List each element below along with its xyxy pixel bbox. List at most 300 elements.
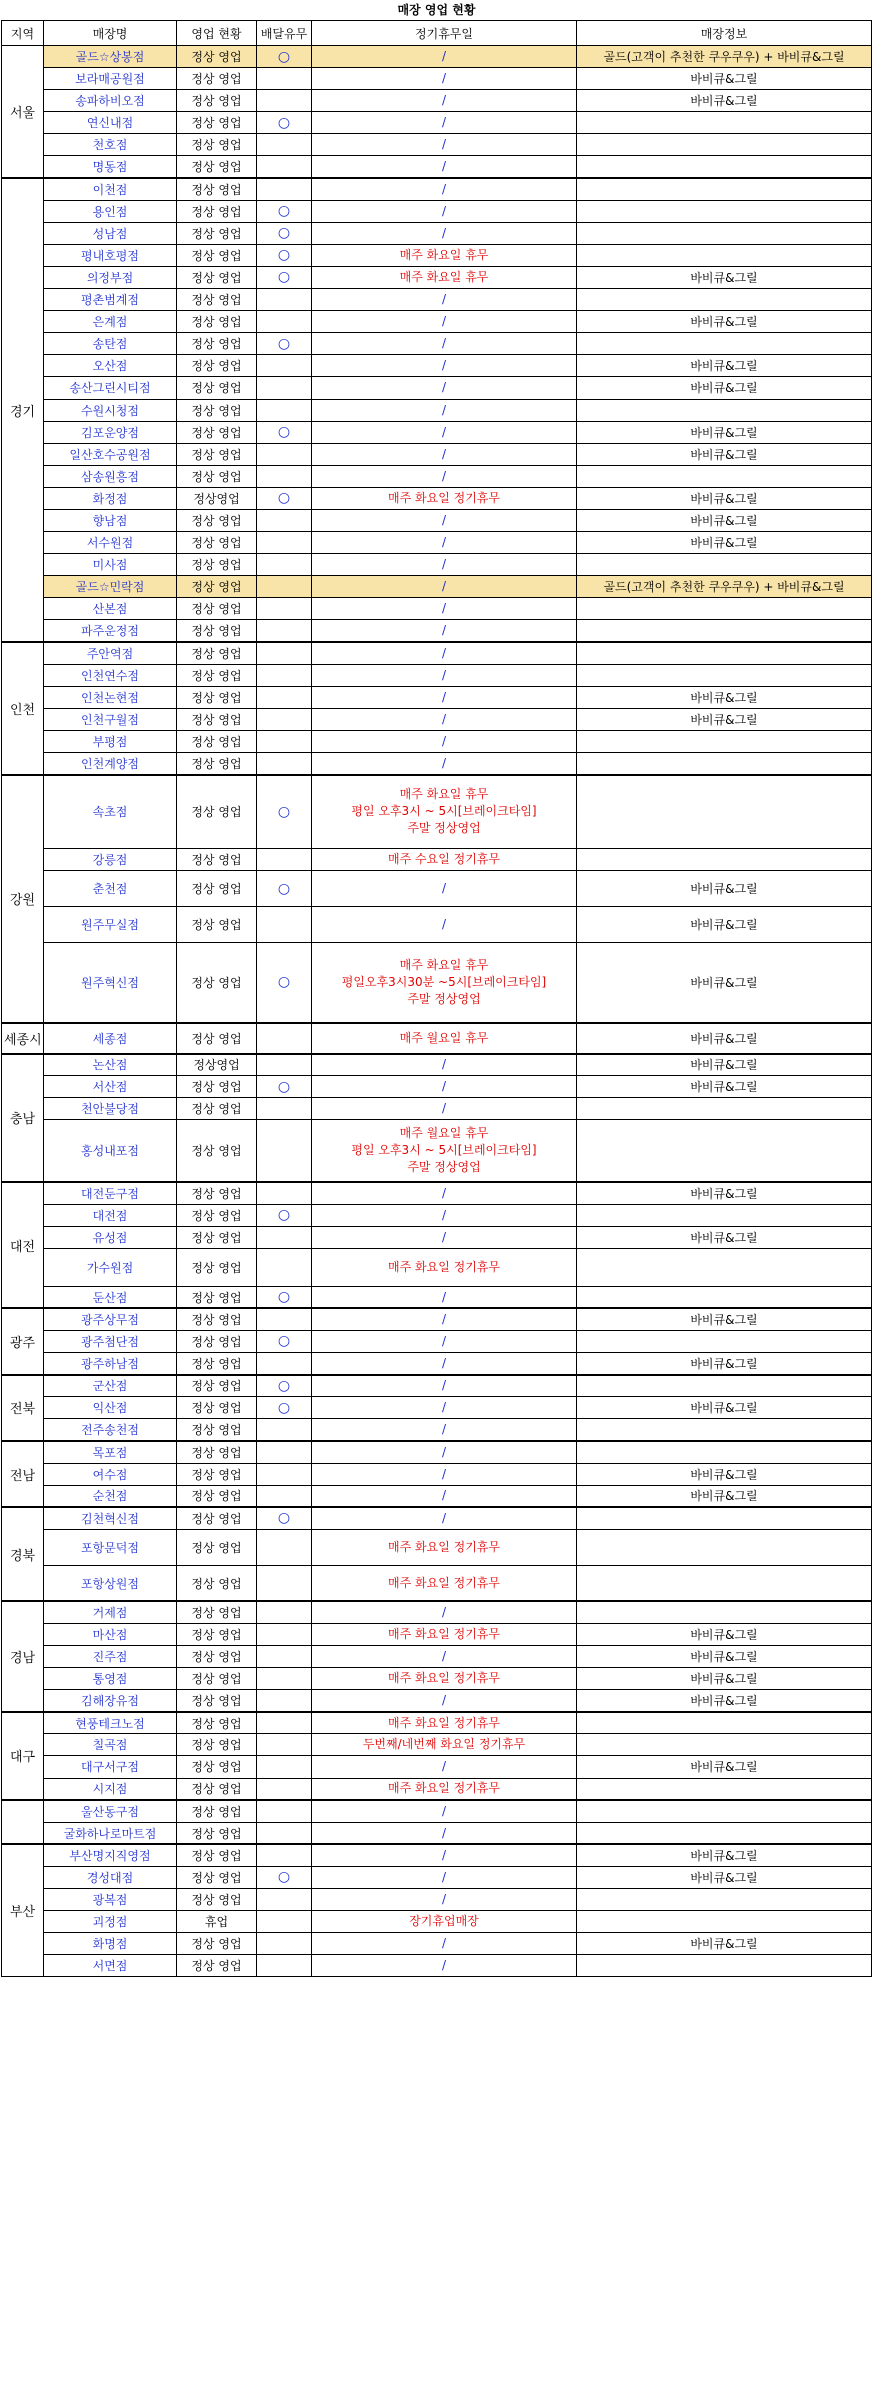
status-cell: 정상 영업: [177, 244, 257, 266]
holiday-cell: /: [312, 1204, 577, 1226]
store-name-cell: 향남점: [44, 509, 177, 531]
delivery-cell: [257, 1182, 312, 1204]
store-info-cell: 골드(고객이 추천한 쿠우쿠우) + 바비큐&그릴: [577, 576, 872, 598]
table-row: [2, 1419, 872, 1441]
status-cell: 정상 영업: [177, 849, 257, 871]
delivery-cell: [257, 1955, 312, 1977]
status-cell: 정상 영업: [177, 1507, 257, 1529]
holiday-cell: 매주 수요일 정기휴무: [312, 849, 577, 871]
holiday-cell: /: [312, 465, 577, 487]
status-cell: 정상 영업: [177, 1182, 257, 1204]
table-row: [2, 1076, 872, 1098]
holiday-cell: 매주 화요일 정기휴무: [312, 1565, 577, 1601]
table-row: [2, 222, 872, 244]
store-name-cell: 일산호수공원점: [44, 443, 177, 465]
status-cell: 정상 영업: [177, 1286, 257, 1308]
holiday-cell: /: [312, 554, 577, 576]
store-info-cell: 바비큐&그릴: [577, 1690, 872, 1712]
holiday-cell: /: [312, 708, 577, 730]
status-cell: 정상 영업: [177, 532, 257, 554]
table-row: [2, 1712, 872, 1734]
delivery-cell: [257, 399, 312, 421]
store-name-cell: 인천연수점: [44, 664, 177, 686]
status-cell: 정상 영업: [177, 1485, 257, 1507]
holiday-cell: /: [312, 686, 577, 708]
store-name-cell: 연신내점: [44, 112, 177, 134]
store-info-cell: 바비큐&그릴: [577, 1076, 872, 1098]
holiday-cell: /: [312, 46, 577, 68]
delivery-cell: [257, 134, 312, 156]
table-row: [2, 1226, 872, 1248]
status-cell: 정상 영업: [177, 730, 257, 752]
store-name-cell: 진주점: [44, 1645, 177, 1667]
status-cell: 정상 영업: [177, 554, 257, 576]
delivery-cell: [257, 156, 312, 178]
holiday-cell: /: [312, 1933, 577, 1955]
holiday-cell: 매주 화요일 휴무 평일오후3시30분 ~5시[브레이크타임] 주말 정상영업: [312, 943, 577, 1023]
delivery-cell: [257, 730, 312, 752]
store-name-cell: 수원시청점: [44, 399, 177, 421]
store-info-cell: [577, 1248, 872, 1286]
table-row: [2, 907, 872, 943]
status-cell: 정상 영업: [177, 200, 257, 222]
holiday-cell: /: [312, 532, 577, 554]
status-cell: 정상 영업: [177, 1375, 257, 1397]
status-cell: 정상 영업: [177, 178, 257, 200]
holiday-cell: /: [312, 1844, 577, 1866]
holiday-cell: /: [312, 509, 577, 531]
store-name-cell: 여수점: [44, 1463, 177, 1485]
table-row: [2, 311, 872, 333]
holiday-cell: /: [312, 1330, 577, 1352]
table-row: [2, 1565, 872, 1601]
store-info-cell: [577, 1419, 872, 1441]
store-info-cell: 바비큐&그릴: [577, 355, 872, 377]
store-info-cell: 바비큐&그릴: [577, 1866, 872, 1888]
status-cell: 정상 영업: [177, 1800, 257, 1822]
status-cell: 정상 영업: [177, 1756, 257, 1778]
region-cell: 세종시: [2, 1023, 44, 1054]
holiday-cell: /: [312, 134, 577, 156]
status-cell: 정상 영업: [177, 1565, 257, 1601]
store-info-cell: [577, 1889, 872, 1911]
header-store-name: 매장명: [44, 21, 177, 46]
holiday-cell: /: [312, 1441, 577, 1463]
store-name-cell: 속초점: [44, 775, 177, 849]
table-row: [2, 1756, 872, 1778]
delivery-cell: [257, 1120, 312, 1182]
table-row: [2, 487, 872, 509]
store-name-cell: 인천논현점: [44, 686, 177, 708]
holiday-cell: /: [312, 664, 577, 686]
store-info-cell: [577, 642, 872, 664]
delivery-cell: [257, 1822, 312, 1844]
table-row: [2, 200, 872, 222]
status-cell: 정상 영업: [177, 421, 257, 443]
delivery-cell: [257, 576, 312, 598]
store-info-cell: [577, 1507, 872, 1529]
table-row: [2, 554, 872, 576]
table-row: [2, 178, 872, 200]
holiday-cell: /: [312, 178, 577, 200]
holiday-cell: /: [312, 1866, 577, 1888]
table-row: [2, 1844, 872, 1866]
store-info-cell: 바비큐&그릴: [577, 1485, 872, 1507]
status-cell: 정상 영업: [177, 68, 257, 90]
holiday-cell: /: [312, 1419, 577, 1441]
holiday-cell: /: [312, 1098, 577, 1120]
holiday-cell: 매주 월요일 휴무: [312, 1023, 577, 1054]
header-region: 지역: [2, 21, 44, 46]
status-cell: 정상 영업: [177, 1248, 257, 1286]
table-row: [2, 1463, 872, 1485]
delivery-cell: [257, 1844, 312, 1866]
store-rows: [2, 46, 872, 1977]
holiday-cell: /: [312, 1226, 577, 1248]
status-cell: 정상 영업: [177, 1120, 257, 1182]
table-row: [2, 1955, 872, 1977]
header-holiday: 정기휴무일: [312, 21, 577, 46]
status-cell: 정상 영업: [177, 1076, 257, 1098]
store-info-cell: [577, 333, 872, 355]
status-cell: 정상 영업: [177, 1933, 257, 1955]
holiday-cell: /: [312, 1800, 577, 1822]
table-row: [2, 943, 872, 1023]
delivery-cell: [257, 1419, 312, 1441]
store-name-cell: 천안불당점: [44, 1098, 177, 1120]
store-info-cell: 바비큐&그릴: [577, 1308, 872, 1330]
table-row: [2, 1734, 872, 1756]
store-name-cell: 미사점: [44, 554, 177, 576]
store-info-cell: 바비큐&그릴: [577, 907, 872, 943]
delivery-cell: [257, 355, 312, 377]
delivery-cell: ○: [257, 1076, 312, 1098]
store-info-cell: 바비큐&그릴: [577, 266, 872, 288]
status-cell: 정상 영업: [177, 1204, 257, 1226]
delivery-cell: ○: [257, 1397, 312, 1419]
store-info-cell: 바비큐&그릴: [577, 1182, 872, 1204]
status-cell: 정상 영업: [177, 598, 257, 620]
page-title: 매장 영업 현황: [397, 3, 476, 17]
table-row: [2, 1623, 872, 1645]
holiday-cell: /: [312, 399, 577, 421]
delivery-cell: [257, 1911, 312, 1933]
table-row: [2, 753, 872, 775]
delivery-cell: [257, 1485, 312, 1507]
delivery-cell: [257, 377, 312, 399]
table-row: [2, 1397, 872, 1419]
store-info-cell: [577, 289, 872, 311]
store-name-cell: 통영점: [44, 1668, 177, 1690]
status-cell: 정상 영업: [177, 686, 257, 708]
region-cell: 경북: [2, 1507, 44, 1601]
holiday-cell: /: [312, 1054, 577, 1076]
status-cell: 정상 영업: [177, 156, 257, 178]
table-row: [2, 1204, 872, 1226]
status-cell: 정상 영업: [177, 708, 257, 730]
holiday-cell: /: [312, 1955, 577, 1977]
store-name-cell: 보라매공원점: [44, 68, 177, 90]
status-cell: 정상 영업: [177, 1463, 257, 1485]
holiday-cell: /: [312, 1889, 577, 1911]
store-name-cell: 평촌범계점: [44, 289, 177, 311]
status-cell: 정상 영업: [177, 509, 257, 531]
holiday-cell: /: [312, 333, 577, 355]
store-info-cell: [577, 730, 872, 752]
store-info-cell: [577, 399, 872, 421]
status-cell: 정상 영업: [177, 333, 257, 355]
store-info-cell: 바비큐&그릴: [577, 1933, 872, 1955]
delivery-cell: ○: [257, 775, 312, 849]
store-name-cell: 광주상무점: [44, 1308, 177, 1330]
status-cell: 정상 영업: [177, 907, 257, 943]
region-cell: 서울: [2, 46, 44, 179]
delivery-cell: [257, 664, 312, 686]
delivery-cell: [257, 907, 312, 943]
holiday-cell: /: [312, 90, 577, 112]
store-name-cell: 전주송천점: [44, 1419, 177, 1441]
table-row: [2, 1286, 872, 1308]
store-info-cell: 바비큐&그릴: [577, 90, 872, 112]
store-name-cell: 유성점: [44, 1226, 177, 1248]
table-row: [2, 1054, 872, 1076]
delivery-cell: ○: [257, 1866, 312, 1888]
store-info-cell: [577, 1778, 872, 1800]
store-name-cell: 원주무실점: [44, 907, 177, 943]
holiday-cell: /: [312, 1463, 577, 1485]
status-cell: 정상영업: [177, 1054, 257, 1076]
holiday-cell: 매주 화요일 휴무: [312, 244, 577, 266]
table-row: [2, 775, 872, 849]
store-name-cell: 명동점: [44, 156, 177, 178]
store-name-cell: 칠곡점: [44, 1734, 177, 1756]
status-cell: 정상 영업: [177, 871, 257, 907]
delivery-cell: [257, 1712, 312, 1734]
delivery-cell: [257, 1734, 312, 1756]
status-cell: 정상 영업: [177, 90, 257, 112]
holiday-cell: 매주 화요일 정기휴무: [312, 1248, 577, 1286]
store-name-cell: 울산동구점: [44, 1800, 177, 1822]
delivery-cell: [257, 1023, 312, 1054]
holiday-cell: /: [312, 1286, 577, 1308]
store-name-cell: 괴정점: [44, 1911, 177, 1933]
delivery-cell: [257, 1623, 312, 1645]
status-cell: 정상 영업: [177, 443, 257, 465]
table-row: [2, 1330, 872, 1352]
table-row: [2, 1441, 872, 1463]
delivery-cell: [257, 1645, 312, 1667]
store-info-cell: [577, 554, 872, 576]
table-row: [2, 509, 872, 531]
delivery-cell: [257, 532, 312, 554]
status-cell: 정상 영업: [177, 112, 257, 134]
store-name-cell: 평내호평점: [44, 244, 177, 266]
store-info-cell: [577, 1734, 872, 1756]
store-info-cell: 바비큐&그릴: [577, 1756, 872, 1778]
status-cell: 정상 영업: [177, 1226, 257, 1248]
store-info-cell: 바비큐&그릴: [577, 1054, 872, 1076]
store-info-cell: [577, 1800, 872, 1822]
store-name-cell: 용인점: [44, 200, 177, 222]
region-cell: 대구: [2, 1712, 44, 1800]
store-name-cell: 화정점: [44, 487, 177, 509]
status-cell: 정상 영업: [177, 943, 257, 1023]
delivery-cell: [257, 554, 312, 576]
delivery-cell: [257, 1098, 312, 1120]
store-info-cell: [577, 598, 872, 620]
store-info-cell: [577, 620, 872, 642]
table-row: [2, 1690, 872, 1712]
table-row: [2, 1529, 872, 1565]
store-name-cell: 산본점: [44, 598, 177, 620]
holiday-cell: /: [312, 355, 577, 377]
region-cell: 광주: [2, 1308, 44, 1374]
table-row: [2, 1822, 872, 1844]
delivery-cell: [257, 1778, 312, 1800]
delivery-cell: ○: [257, 943, 312, 1023]
header-status: 영업 현황: [177, 21, 257, 46]
store-name-cell: 김해장유점: [44, 1690, 177, 1712]
status-cell: 정상 영업: [177, 1712, 257, 1734]
header-row: [2, 21, 872, 46]
region-cell: 경기: [2, 178, 44, 642]
table-row: [2, 849, 872, 871]
holiday-cell: /: [312, 200, 577, 222]
store-info-cell: 바비큐&그릴: [577, 1226, 872, 1248]
holiday-cell: /: [312, 1397, 577, 1419]
store-info-cell: 바비큐&그릴: [577, 1353, 872, 1375]
region-cell: 전북: [2, 1375, 44, 1441]
table-row: [2, 134, 872, 156]
table-row: [2, 686, 872, 708]
holiday-cell: /: [312, 576, 577, 598]
delivery-cell: [257, 1601, 312, 1623]
status-cell: 정상 영업: [177, 1308, 257, 1330]
store-info-cell: [577, 1712, 872, 1734]
table-row: [2, 1911, 872, 1933]
store-name-cell: 인천계양점: [44, 753, 177, 775]
delivery-cell: [257, 68, 312, 90]
delivery-cell: ○: [257, 46, 312, 68]
store-name-cell: 삼송원흥점: [44, 465, 177, 487]
status-cell: 정상 영업: [177, 753, 257, 775]
store-info-cell: [577, 775, 872, 849]
status-cell: 휴업: [177, 1911, 257, 1933]
status-cell: 정상 영업: [177, 1734, 257, 1756]
table-row: [2, 112, 872, 134]
store-info-cell: [577, 112, 872, 134]
delivery-cell: [257, 1353, 312, 1375]
delivery-cell: ○: [257, 200, 312, 222]
holiday-cell: 두번째/네번째 화요일 정기휴무: [312, 1734, 577, 1756]
table-row: [2, 598, 872, 620]
store-name-cell: 포항상원점: [44, 1565, 177, 1601]
delivery-cell: ○: [257, 1507, 312, 1529]
store-info-cell: 바비큐&그릴: [577, 1668, 872, 1690]
status-cell: 정상 영업: [177, 266, 257, 288]
store-info-cell: 바비큐&그릴: [577, 1463, 872, 1485]
delivery-cell: [257, 1565, 312, 1601]
holiday-cell: /: [312, 1822, 577, 1844]
store-info-cell: [577, 178, 872, 200]
store-info-cell: 바비큐&그릴: [577, 311, 872, 333]
table-row: [2, 1933, 872, 1955]
holiday-cell: /: [312, 620, 577, 642]
store-name-cell: 송산그린시티점: [44, 377, 177, 399]
store-info-cell: [577, 664, 872, 686]
holiday-cell: 매주 화요일 정기휴무: [312, 1778, 577, 1800]
store-info-cell: 바비큐&그릴: [577, 377, 872, 399]
store-info-cell: [577, 1601, 872, 1623]
table-row: [2, 333, 872, 355]
status-cell: 정상 영업: [177, 1397, 257, 1419]
delivery-cell: [257, 1248, 312, 1286]
status-cell: 정상 영업: [177, 134, 257, 156]
delivery-cell: [257, 1529, 312, 1565]
store-info-cell: [577, 849, 872, 871]
store-name-cell: 주안역점: [44, 642, 177, 664]
status-cell: 정상 영업: [177, 576, 257, 598]
store-info-cell: [577, 1822, 872, 1844]
status-cell: 정상 영업: [177, 1441, 257, 1463]
table-row: [2, 1098, 872, 1120]
status-cell: 정상 영업: [177, 1601, 257, 1623]
holiday-cell: /: [312, 1182, 577, 1204]
holiday-cell: /: [312, 1601, 577, 1623]
store-name-cell: 대전점: [44, 1204, 177, 1226]
status-cell: 정상 영업: [177, 642, 257, 664]
holiday-cell: 매주 월요일 휴무 평일 오후3시 ~ 5시[브레이크타임] 주말 정상영업: [312, 1120, 577, 1182]
table-row: [2, 1645, 872, 1667]
status-cell: 정상 영업: [177, 1623, 257, 1645]
delivery-cell: [257, 178, 312, 200]
delivery-cell: [257, 1933, 312, 1955]
store-name-cell: 원주혁신점: [44, 943, 177, 1023]
holiday-cell: 매주 화요일 휴무 평일 오후3시 ~ 5시[브레이크타임] 주말 정상영업: [312, 775, 577, 849]
delivery-cell: [257, 1441, 312, 1463]
store-info-cell: [577, 1204, 872, 1226]
store-name-cell: 김천혁신점: [44, 1507, 177, 1529]
holiday-cell: 매주 화요일 휴무: [312, 266, 577, 288]
table-row: [2, 1353, 872, 1375]
region-cell: 전남: [2, 1441, 44, 1507]
store-name-cell: 부산명지직영점: [44, 1844, 177, 1866]
table-row: [2, 1485, 872, 1507]
table-row: [2, 465, 872, 487]
delivery-cell: [257, 1889, 312, 1911]
holiday-cell: /: [312, 753, 577, 775]
store-info-cell: [577, 753, 872, 775]
table-row: [2, 708, 872, 730]
table-row: [2, 1778, 872, 1800]
status-cell: 정상 영업: [177, 775, 257, 849]
store-name-cell: 춘천점: [44, 871, 177, 907]
region-cell: 부산: [2, 1844, 44, 1977]
table-row: [2, 1668, 872, 1690]
status-cell: 정상 영업: [177, 1645, 257, 1667]
store-name-cell: 광주첨단점: [44, 1330, 177, 1352]
status-cell: 정상 영업: [177, 311, 257, 333]
store-info-cell: [577, 1565, 872, 1601]
holiday-cell: /: [312, 1507, 577, 1529]
table-row: [2, 244, 872, 266]
status-cell: 정상 영업: [177, 1866, 257, 1888]
holiday-cell: 매주 화요일 정기휴무: [312, 1623, 577, 1645]
store-info-cell: 바비큐&그릴: [577, 68, 872, 90]
delivery-cell: [257, 1800, 312, 1822]
status-cell: 정상 영업: [177, 355, 257, 377]
table-row: [2, 443, 872, 465]
